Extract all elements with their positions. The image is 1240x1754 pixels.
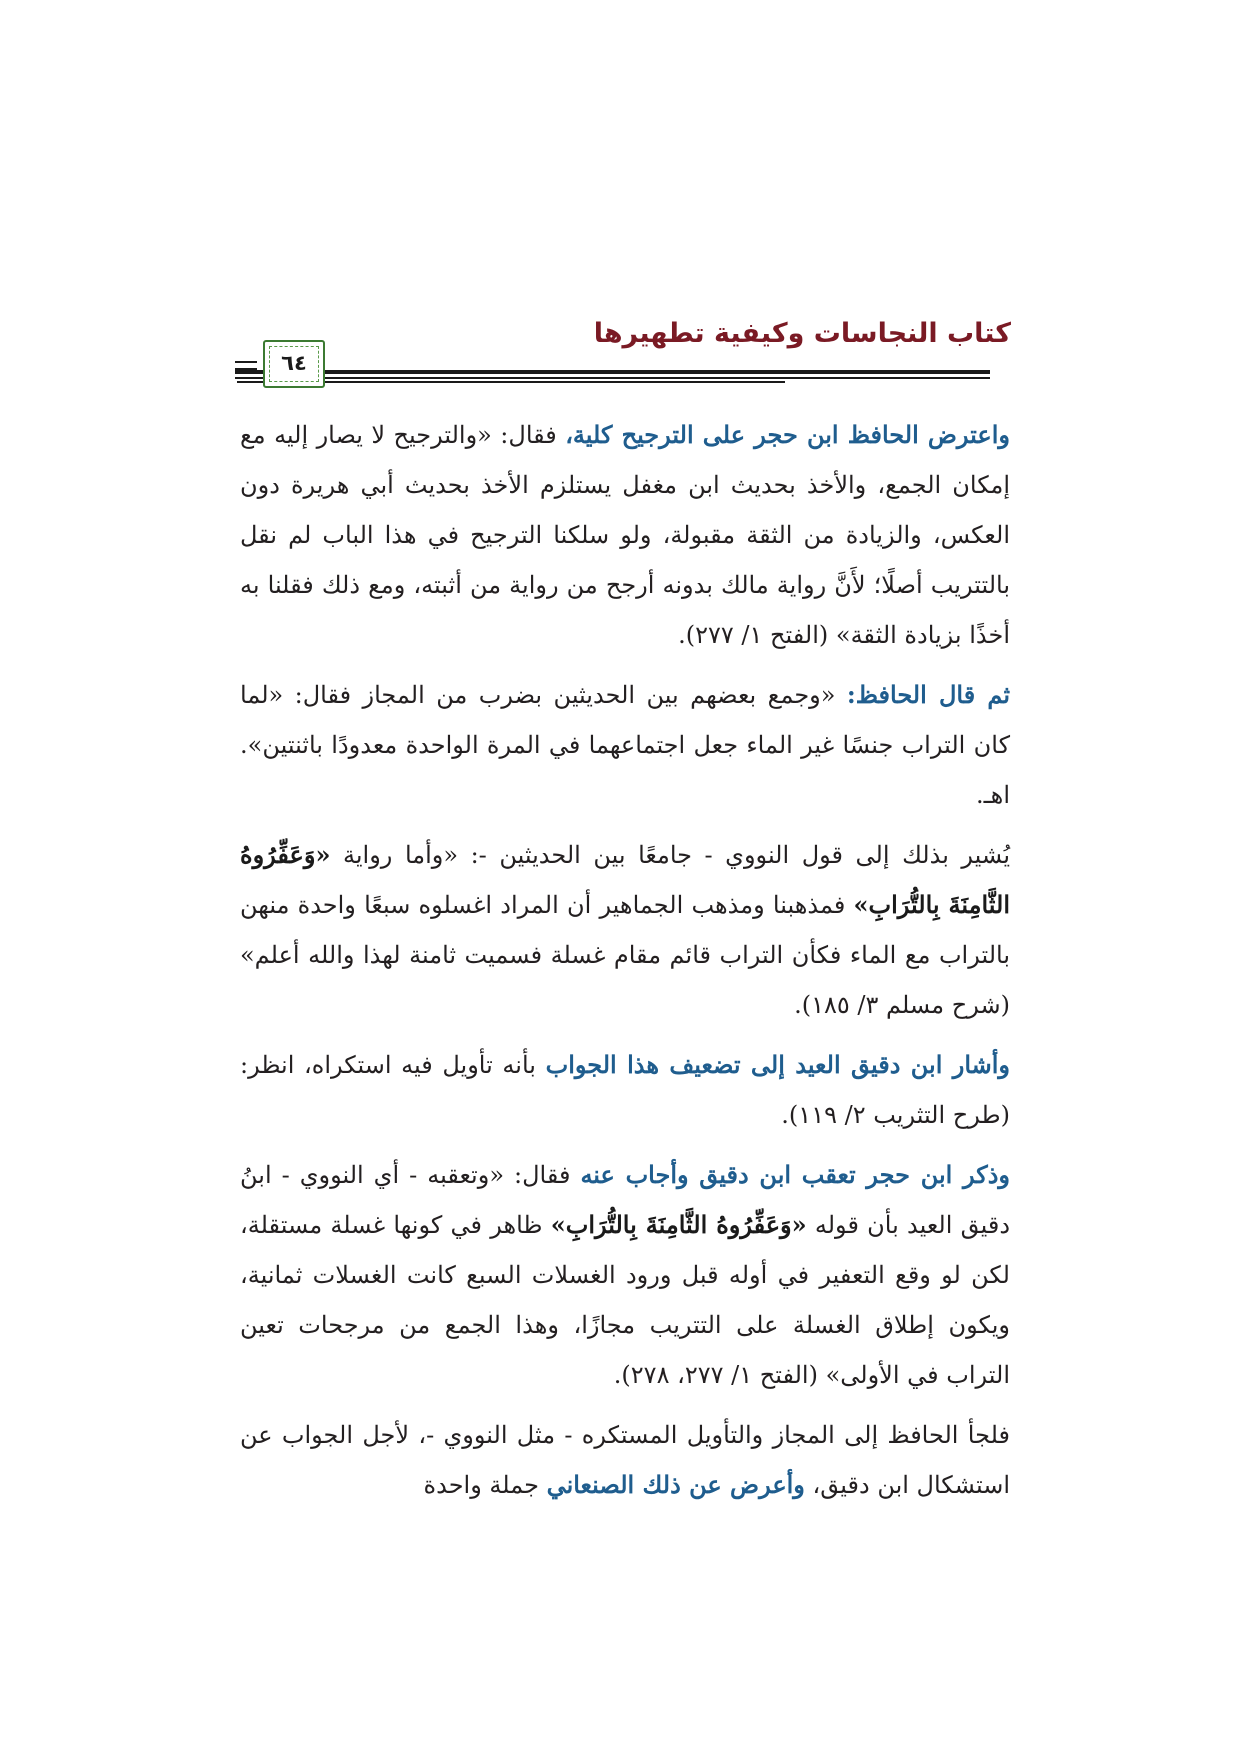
header-rule-stub bbox=[235, 368, 257, 370]
header-rule-thick bbox=[235, 370, 990, 374]
paragraph-text: فقال: «والترجيح لا يصار إليه مع إمكان الجمع، والأخذ بحديث ابن مغفل يستلزم الأخذ بحديث أبي هريرة دون العكس، والزيادة من الثقة مقبولة، ولو سلكنا الترجيح في هذا الباب لم نقل بالتتريب أصلًا؛ لأَنَّ رواية مالك بدونه أرجح من رواية من أثبته، ومع ذلك فقلنا به أخذًا بزيادة الثقة» (الفتح ١/ ٢٧٧). bbox=[240, 421, 1011, 649]
highlighted-phrase: ثم قال الحافظ: bbox=[846, 680, 1011, 709]
paragraph-text: ظاهر في كونها غسلة مستقلة، لكن لو وقع التعفير في أوله قبل ورود الغسلات السبع كانت الغسلات ثمانية، ويكون إطلاق الغسلة على التتريب مجازًا، وهذا الجمع من مرجحات تعين التراب في الأولى» (الفتح ١/ ٢٧٧، ٢٧٨). bbox=[240, 1211, 1010, 1389]
highlighted-phrase: وأعرض عن ذلك الصنعاني bbox=[546, 1470, 805, 1499]
page-content bbox=[240, 410, 1010, 1520]
header-rule-thin bbox=[235, 377, 990, 379]
paragraph-4 bbox=[240, 1040, 1010, 1140]
hadith-quote: «وَعَفِّرُوهُ الثَّامِنَةَ بِالتُّرَابِ» bbox=[550, 1210, 807, 1239]
header-rule-stub bbox=[235, 361, 257, 363]
paragraph-6 bbox=[240, 1410, 1010, 1510]
paragraph-text: بأنه تأويل فيه استكراه، انظر: (طرح التثريب ٢/ ١١٩). bbox=[240, 1051, 1010, 1129]
paragraph-3 bbox=[240, 830, 1010, 1030]
paragraph-text: جملة واحدة bbox=[423, 1471, 547, 1499]
paragraph-text: فلجأ الحافظ إلى المجاز والتأويل المستكره - مثل النووي -، لأجل الجواب عن استشكال ابن دقيق، bbox=[240, 1421, 1010, 1499]
paragraph-1 bbox=[240, 410, 1010, 660]
page-number: ٦٤ bbox=[281, 351, 307, 375]
paragraph-text: «وجمع بعضهم بين الحديثين بضرب من المجاز فقال: «لما كان التراب جنسًا غير الماء جعل اجتماعهما في المرة الواحدة معدودًا باثنتين». اهـ. bbox=[240, 681, 1010, 809]
highlighted-phrase: وذكر ابن حجر تعقب ابن دقيق وأجاب عنه bbox=[580, 1160, 1010, 1189]
book-title: كتاب النجاسات وكيفية تطهيرها bbox=[593, 318, 1011, 349]
paragraph-2 bbox=[240, 670, 1010, 820]
page-header bbox=[235, 318, 1015, 390]
paragraph-text: فمذهبنا ومذهب الجماهير أن المراد اغسلوه سبعًا واحدة منهن بالتراب مع الماء فكأن التراب قائم مقام غسلة فسميت ثامنة لهذا والله أعلم» (شرح مسلم ٣/ ١٨٥). bbox=[240, 891, 1010, 1019]
page-number-frame bbox=[263, 340, 325, 388]
highlighted-phrase: واعترض الحافظ ابن حجر على الترجيح كلية، bbox=[565, 420, 1010, 449]
highlighted-phrase: وأشار ابن دقيق العيد إلى تضعيف هذا الجواب bbox=[545, 1050, 1010, 1079]
paragraph-text: يُشير بذلك إلى قول النووي - جامعًا بين الحديثين -: «وأما رواية bbox=[330, 841, 1010, 869]
paragraph-5 bbox=[240, 1150, 1010, 1400]
paragraph-text: فقال: «وتعقبه - أي النووي - ابنُ دقيق العيد بأن قوله bbox=[240, 1161, 1011, 1239]
hadith-quote: «وَعَفِّرُوهُ الثَّامِنَةَ بِالتُّرَابِ» bbox=[240, 840, 1011, 919]
